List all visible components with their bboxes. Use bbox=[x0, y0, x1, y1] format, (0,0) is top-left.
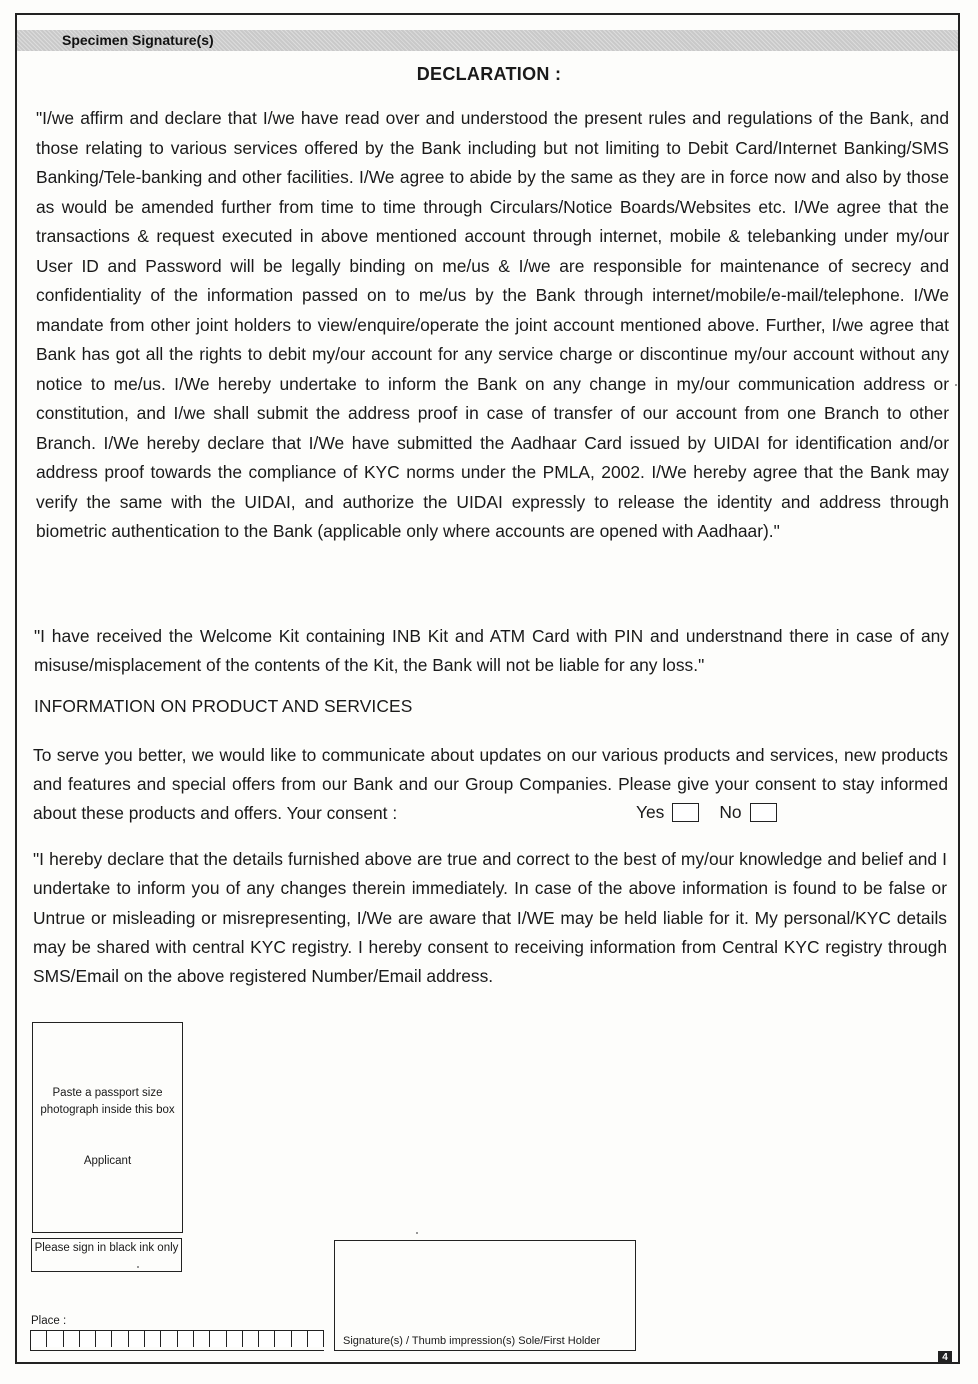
place-label: Place : bbox=[31, 1315, 67, 1327]
place-char-box[interactable] bbox=[47, 1331, 63, 1347]
consent-options bbox=[636, 802, 777, 823]
place-char-box[interactable] bbox=[31, 1331, 47, 1347]
welcome-kit-paragraph: "I have received the Welcome Kit containing INB Kit and ATM Card with PIN and understnand there in case of any misuse/misplacement of the contents of the Kit, the Bank will not be liable for any loss." bbox=[34, 626, 949, 675]
section-title: Specimen Signature(s) bbox=[62, 32, 214, 48]
kyc-declaration-paragraph: "I hereby declare that the details furnished above are true and correct to the best of my/our knowledge and belief and I undertake to inform you of any changes therein immediately. In case of the above information is found to be false or Untrue or misleading or misrepresenting, I/We are aware that I/WE may be held liable for it. My personal/KYC details may be shared with central KYC registry. I hereby consent to receiving information from Central KYC registry through SMS/Email on the above registered Number/Email address. bbox=[33, 849, 947, 987]
section-header-bar bbox=[17, 30, 958, 51]
photo-applicant-label: Applicant bbox=[83, 1155, 132, 1167]
place-char-box[interactable] bbox=[210, 1331, 226, 1347]
product-info-paragraph: To serve you better, we would like to communicate about updates on our various products and services, new products and features and special offers from our Bank and our Group Companies. Please give your consent to stay informed about these products and offers. Your consent : bbox=[33, 745, 948, 823]
consent-no-checkbox[interactable] bbox=[750, 803, 777, 822]
place-char-box[interactable] bbox=[308, 1331, 324, 1347]
photo-box[interactable] bbox=[32, 1022, 183, 1233]
declaration-title: DECLARATION : bbox=[416, 64, 562, 84]
consent-yes-checkbox[interactable] bbox=[672, 803, 699, 822]
signature-box[interactable] bbox=[334, 1240, 636, 1351]
place-char-box[interactable] bbox=[243, 1331, 259, 1347]
place-char-box[interactable] bbox=[178, 1331, 194, 1347]
place-char-box[interactable] bbox=[227, 1331, 243, 1347]
scan-speck bbox=[955, 384, 957, 386]
consent-yes-label: Yes bbox=[636, 802, 665, 822]
place-char-box[interactable] bbox=[80, 1331, 96, 1347]
info-heading: INFORMATION ON PRODUCT AND SERVICES bbox=[34, 696, 413, 716]
place-char-box[interactable] bbox=[129, 1331, 145, 1347]
place-char-box[interactable] bbox=[259, 1331, 275, 1347]
place-char-box[interactable] bbox=[64, 1331, 80, 1347]
signature-label: Signature(s) / Thumb impression(s) Sole/First Holder bbox=[343, 1335, 601, 1347]
declaration-paragraph: "I/we affirm and declare that I/we have read over and understood the present rules and regulations of the Bank, and those relating to various services offered by the Bank including but not limiting to Debit Card/Internet Banking/SMS Banking/Tele-banking and other facilities. I/We agree to abide by the same as they are in force now and also by those as would be amended further from time to time through Circulars/Notice Boards/Websites etc. I/We agree that the transactions & request executed in above mentioned account through internet, mobile & telebanking under my/our User ID and Password will be legally binding on me/us & I/we are responsible for maintenance of secrecy and confidentiality of the information passed on to me/us by the Bank through internet/mobile/e-mail/telephone. I/We mandate from other joint holders to view/enquire/operate the joint account mentioned above. Further, I/we agree that Bank has got all the rights to debit my/our account for any service charge or discontinue my/our account without any notice to me/us. I/We hereby undertake to inform the Bank on any change in my/our communication address or constitution, and I/we shall submit the address proof in case of transfer of our account from one Branch to other Branch. I/We hereby declare that I/We have submitted the Aadhaar Card issued by UIDAI for identification and/or address proof towards the compliance of KYC norms under the PMLA, 2002. I/We hereby agree that the Bank may verify the same with the UIDAI, and authorize the UIDAI expressly to release the identity and address through biometric authentication to the Bank (applicable only where accounts are opened with Aadhaar)." bbox=[36, 108, 949, 541]
place-char-box[interactable] bbox=[161, 1331, 177, 1347]
sign-black-ink-note: Please sign in black ink only bbox=[31, 1238, 182, 1272]
place-input-boxes[interactable] bbox=[30, 1330, 324, 1351]
place-char-box[interactable] bbox=[145, 1331, 161, 1347]
scan-speck bbox=[137, 1266, 139, 1268]
place-char-box[interactable] bbox=[194, 1331, 210, 1347]
page-number: 4 bbox=[938, 1351, 952, 1364]
place-char-box[interactable] bbox=[96, 1331, 112, 1347]
place-char-box[interactable] bbox=[275, 1331, 291, 1347]
place-char-box[interactable] bbox=[112, 1331, 128, 1347]
consent-no-label: No bbox=[719, 802, 742, 822]
place-char-box[interactable] bbox=[292, 1331, 308, 1347]
scan-speck bbox=[416, 1232, 418, 1234]
photo-instruction: Paste a passport size photograph inside this box bbox=[40, 1087, 175, 1116]
